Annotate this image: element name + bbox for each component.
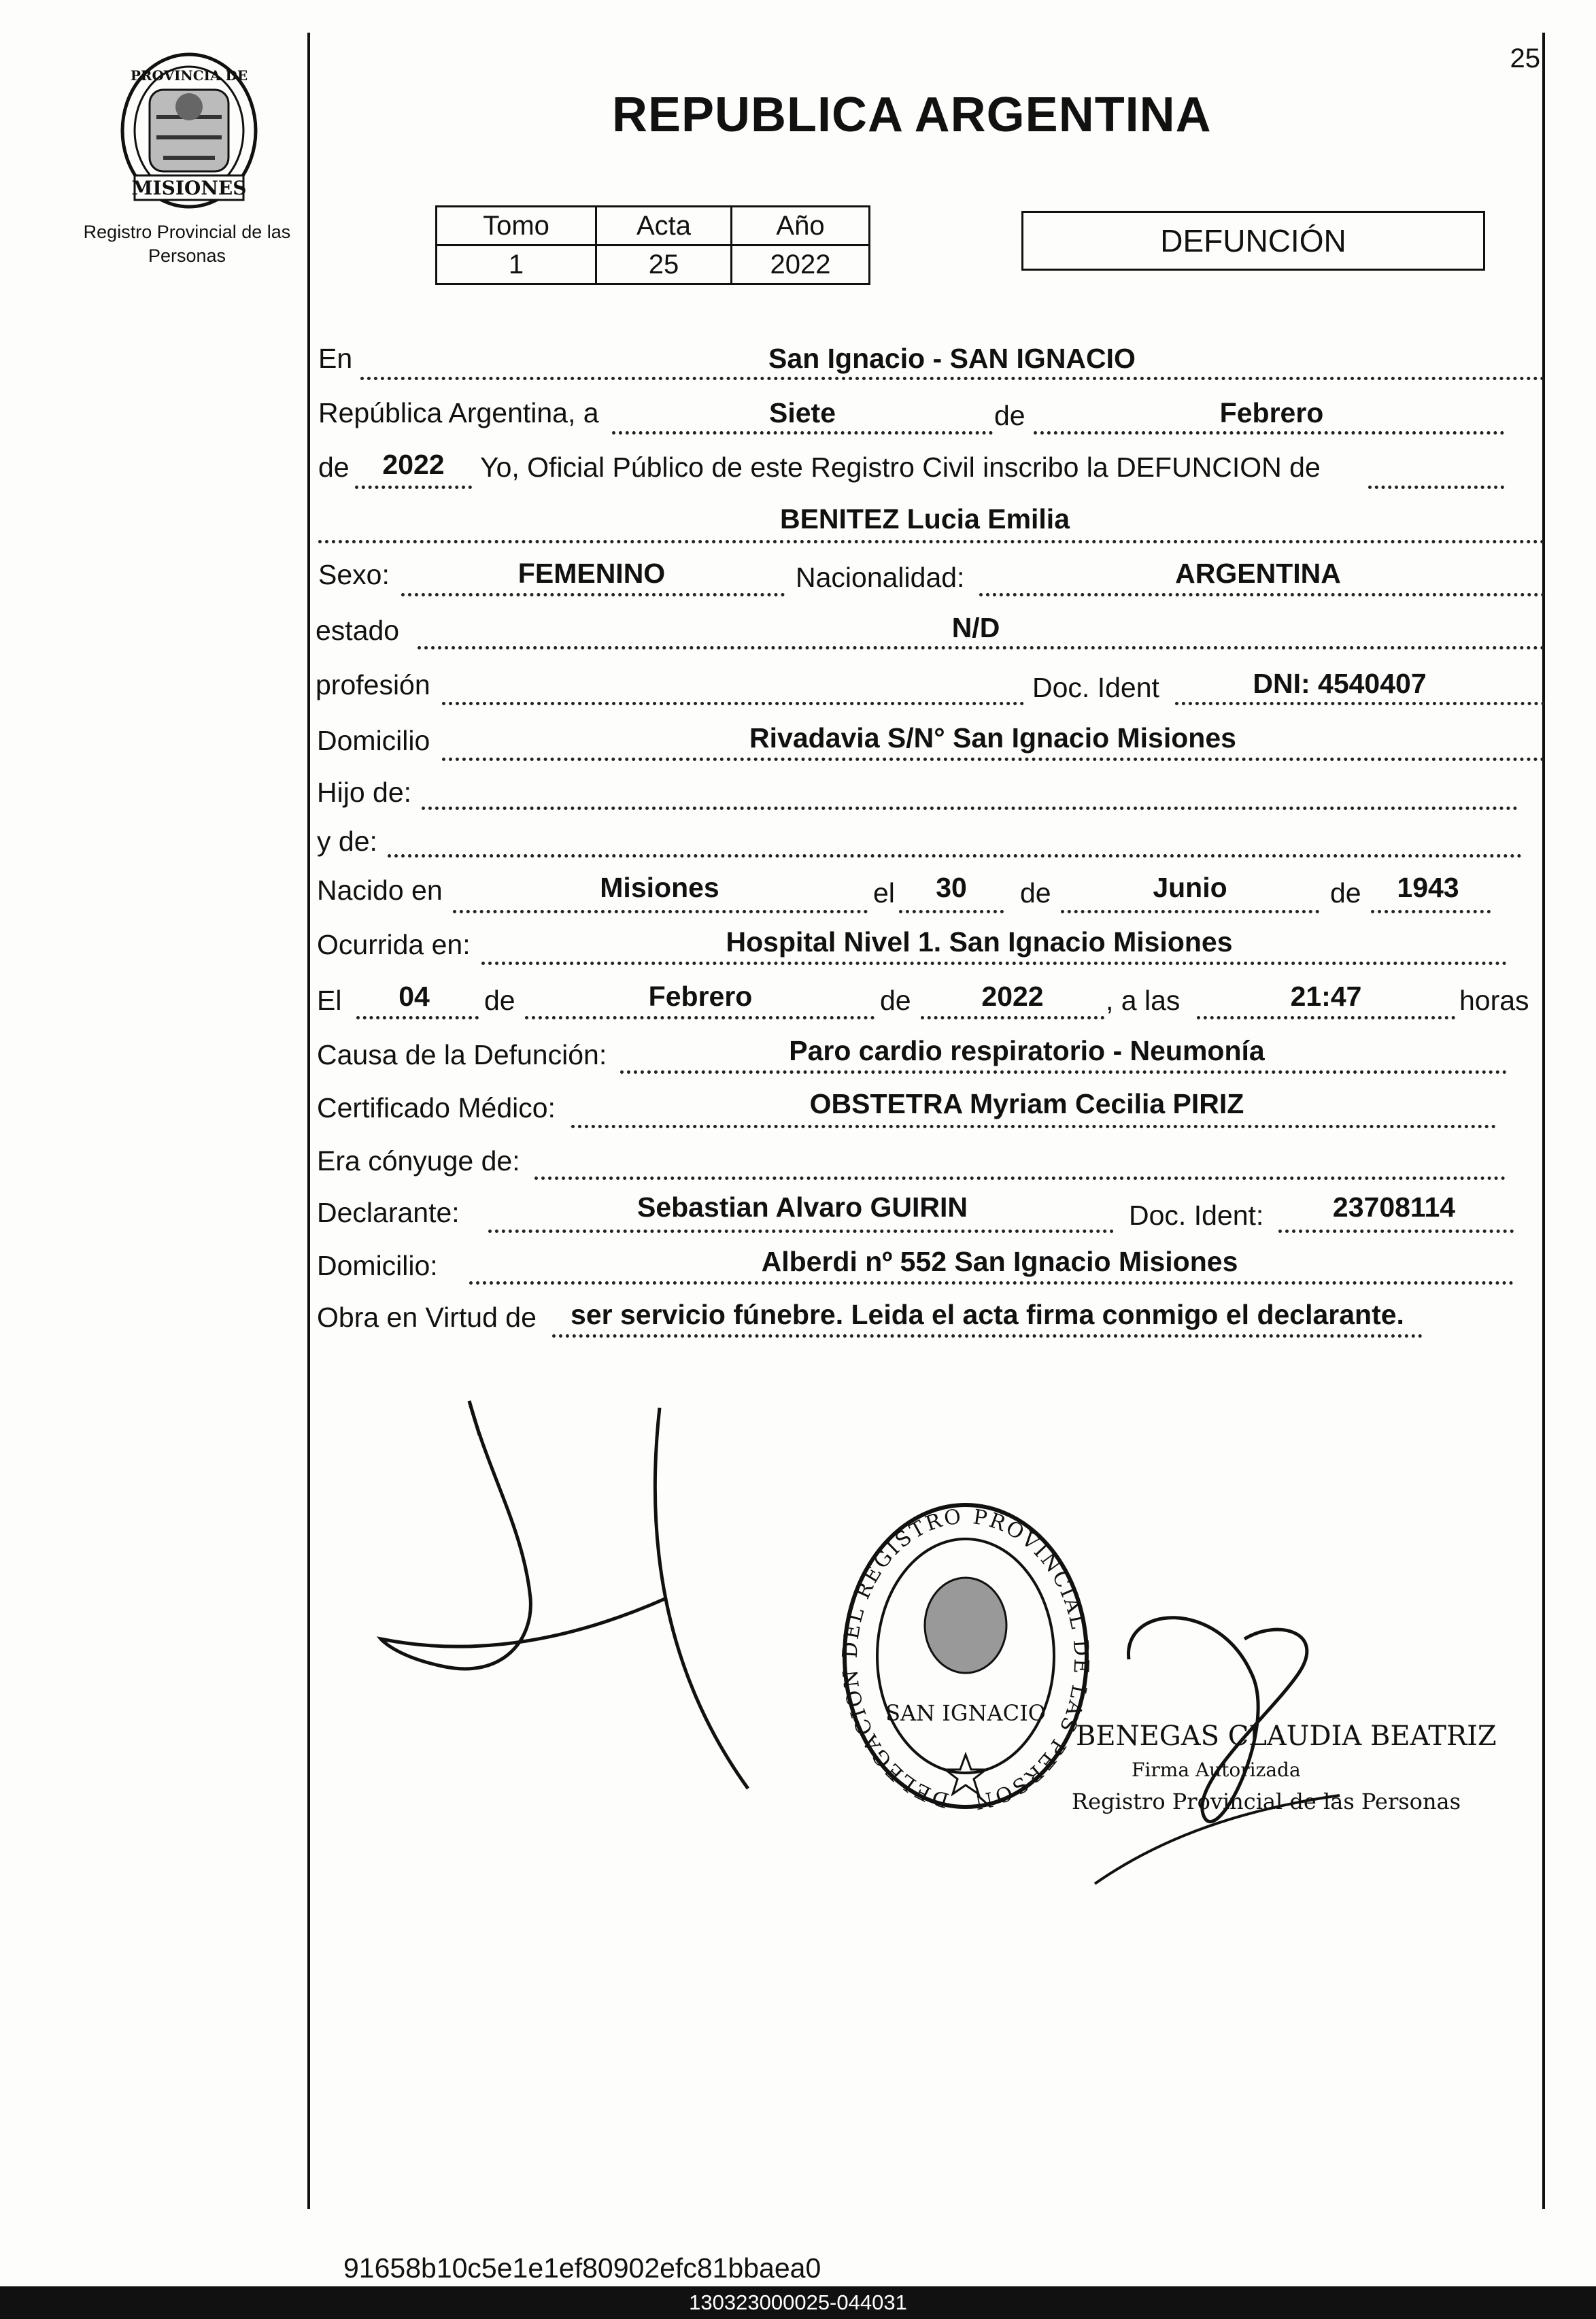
- sexo-line: [401, 593, 785, 596]
- def-dia-line: [356, 1016, 479, 1019]
- day-word: Siete: [769, 397, 836, 428]
- nacido-anio-line: [1371, 910, 1491, 913]
- month-value: Febrero: [1219, 397, 1324, 428]
- record-type-box: DEFUNCIÓN: [1021, 211, 1485, 271]
- year-line: [355, 486, 472, 489]
- de-label-5: de: [484, 985, 515, 1016]
- def-dia: 04: [398, 981, 430, 1012]
- causa-value: Paro cardio respiratorio - Neumonía: [789, 1035, 1265, 1066]
- record-table-header: [437, 207, 870, 246]
- svg-text:DELEGACION DEL REGISTRO PROVIN: DELEGACION DEL REGISTRO PROVINCIAL DE LAS PERSONAS: [828, 1478, 1093, 1814]
- nacido-lugar-line: [453, 910, 868, 913]
- republica-label: República Argentina, a: [318, 397, 599, 428]
- nacido-mes: Junio: [1153, 872, 1227, 903]
- header-anio: Año: [732, 207, 870, 246]
- svg-text:MISIONES: MISIONES: [131, 177, 247, 199]
- intro-line: [1368, 486, 1504, 489]
- profesion-label: profesión: [316, 669, 430, 700]
- nacido-dia-line: [899, 910, 1004, 913]
- year-value: 2022: [382, 449, 445, 480]
- declarant-signature: [367, 1394, 789, 1802]
- certificado-label: Certificado Médico:: [317, 1092, 556, 1123]
- causa-label: Causa de la Defunción:: [317, 1039, 607, 1070]
- hijo-line: [422, 807, 1518, 810]
- def-mes: Febrero: [648, 981, 753, 1012]
- yde-line: [388, 854, 1522, 858]
- decl-dom-label: Domicilio:: [317, 1250, 438, 1281]
- nacido-label: Nacido en: [317, 875, 443, 906]
- obra-value: ser servicio fúnebre. Leida el acta firma conmigo el declarante.: [571, 1299, 1404, 1330]
- nacido-mes-line: [1061, 910, 1319, 913]
- value-tomo: 1: [437, 246, 596, 284]
- domicilio-line: [442, 758, 1545, 761]
- alas-label: , a las: [1106, 985, 1181, 1016]
- value-anio: 2022: [732, 246, 870, 284]
- certificado-line: [571, 1125, 1496, 1128]
- el-label: el: [873, 877, 895, 909]
- estado-label: estado: [316, 615, 400, 646]
- official-office: Registro Provincial de las Personas: [1072, 1789, 1461, 1814]
- declarante-value: Sebastian Alvaro GUIRIN: [636, 1191, 968, 1223]
- hijo-label: Hijo de:: [317, 777, 412, 808]
- def-hora-line: [1197, 1016, 1455, 1019]
- value-acta: 25: [596, 246, 732, 284]
- month-line: [1034, 431, 1504, 435]
- estado-line: [418, 646, 1545, 649]
- profesion-line: [442, 702, 1024, 705]
- doc-ident-label: Doc. Ident: [1032, 672, 1159, 703]
- left-margin-rule: [307, 33, 310, 2209]
- svg-text:PROVINCIA DE: PROVINCIA DE: [130, 67, 248, 84]
- domicilio-label: Domicilio: [317, 725, 430, 756]
- decl-dom-value: Alberdi nº 552 San Ignacio Misiones: [761, 1246, 1238, 1277]
- nacido-dia: 30: [936, 872, 967, 903]
- footer-code-bar: 130323000025-044031: [0, 2286, 1596, 2319]
- declarante-label: Declarante:: [317, 1197, 460, 1228]
- domicilio-value: Rivadavia S/N° San Ignacio Misiones: [749, 722, 1236, 754]
- page-number: 25: [1510, 44, 1540, 73]
- document-title: REPUBLICA ARGENTINA: [612, 88, 1212, 142]
- declarante-line: [488, 1230, 1114, 1233]
- sexo-label: Sexo:: [318, 559, 390, 590]
- deceased-name: BENITEZ Lucia Emilia: [779, 503, 1070, 535]
- en-value: San Ignacio - SAN IGNACIO: [768, 343, 1136, 374]
- causa-line: [620, 1070, 1507, 1074]
- sexo-value: FEMENINO: [517, 558, 666, 589]
- ocurrida-label: Ocurrida en:: [317, 929, 471, 960]
- intro-text: Yo, Oficial Público de este Registro Civil inscribo la DEFUNCION de: [480, 452, 1321, 483]
- ocurrida-line: [481, 962, 1507, 965]
- def-mes-line: [525, 1016, 875, 1019]
- decl-doc-label: Doc. Ident:: [1129, 1200, 1264, 1231]
- certificado-value: OBSTETRA Myriam Cecilia PIRIZ: [809, 1088, 1244, 1119]
- estado-value: N/D: [951, 612, 1000, 643]
- def-anio-line: [921, 1016, 1104, 1019]
- nacionalidad-label: Nacionalidad:: [796, 562, 965, 593]
- de-label-3: de: [1020, 877, 1051, 909]
- doc-ident-value: DNI: 4540407: [1253, 668, 1427, 699]
- doc-ident-line: [1175, 702, 1545, 705]
- decl-dom-line: [469, 1281, 1514, 1285]
- obra-line: [552, 1334, 1423, 1338]
- decl-doc-value: 23708114: [1332, 1191, 1456, 1223]
- en-label: En: [318, 343, 353, 374]
- conyuge-label: Era cónyuge de:: [317, 1145, 520, 1177]
- header-tomo: Tomo: [437, 207, 596, 246]
- svg-text:SAN IGNACIO: SAN IGNACIO: [885, 1700, 1046, 1726]
- day-line: [612, 431, 993, 435]
- registry-stamp: [828, 1478, 1095, 1816]
- en-line: [360, 377, 1545, 380]
- obra-label: Obra en Virtud de: [317, 1302, 537, 1333]
- header-acta: Acta: [596, 207, 732, 246]
- nacionalidad-line: [979, 593, 1545, 596]
- nacionalidad-value: ARGENTINA: [1175, 558, 1341, 589]
- el2-label: El: [317, 985, 342, 1016]
- provincia-misiones-logo: [116, 42, 262, 211]
- nacido-anio: 1943: [1397, 872, 1459, 903]
- ocurrida-value: Hospital Nivel 1. San Ignacio Misiones: [726, 926, 1233, 958]
- decl-doc-line: [1278, 1230, 1514, 1233]
- def-hora: 21:47: [1290, 981, 1362, 1012]
- registry-label: Registro Provincial de las Personas: [83, 222, 291, 266]
- horas-label: horas: [1459, 985, 1529, 1016]
- official-name: BENEGAS CLAUDIA BEATRIZ: [1076, 1721, 1497, 1752]
- de-label-6: de: [880, 985, 911, 1016]
- record-table: [435, 205, 870, 285]
- de-label-1: de: [994, 400, 1025, 431]
- de-label-4: de: [1330, 877, 1361, 909]
- yde-label: y de:: [317, 826, 377, 857]
- record-table-values: [437, 246, 870, 284]
- right-margin-rule: [1542, 33, 1545, 2209]
- conyuge-line: [534, 1177, 1506, 1180]
- def-anio: 2022: [981, 981, 1044, 1012]
- name-line: [318, 540, 1545, 543]
- official-title: Firma Autorizada: [1132, 1759, 1301, 1781]
- de-label-2: de: [318, 452, 350, 483]
- nacido-lugar: Misiones: [600, 872, 719, 903]
- document-hash: 91658b10c5e1e1ef80902efc81bbaea0: [343, 2252, 821, 2284]
